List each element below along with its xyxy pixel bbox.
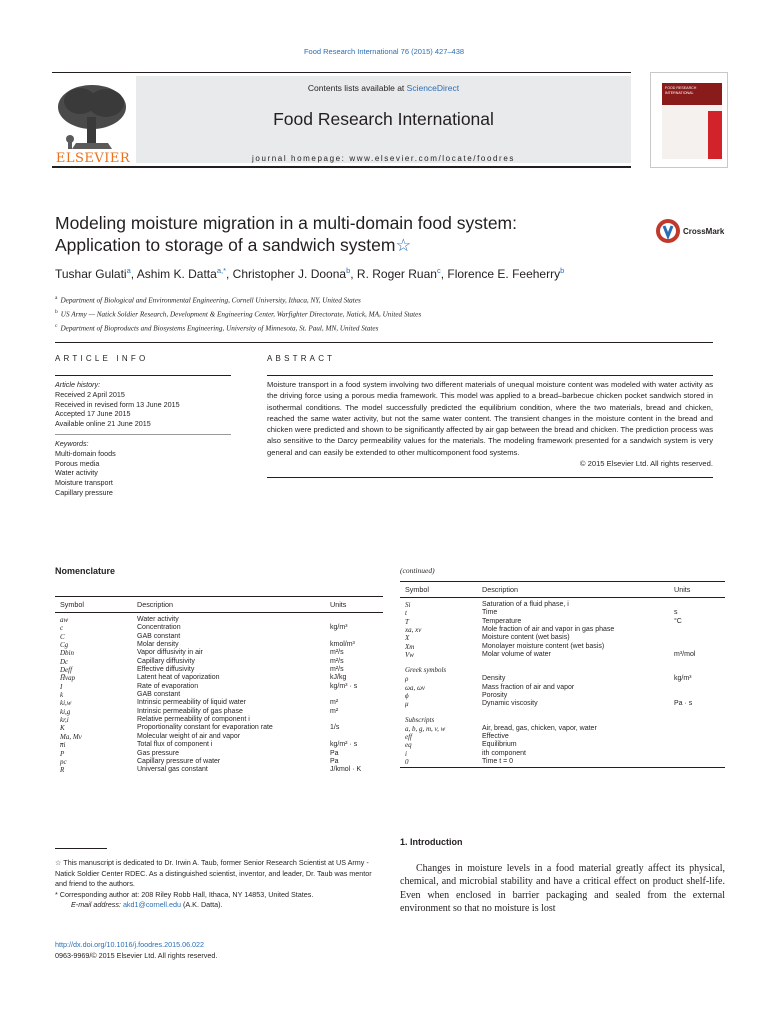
author-name[interactable]: R. Roger Ruan [356,267,437,281]
footnotes [55,858,383,911]
cell-symbol: ϕ [405,692,409,701]
cell-description: Air, bread, gas, chicken, vapor, water [482,724,597,732]
cell-symbol: 0 [405,758,409,767]
cell-symbol: Ma, Mv [60,732,82,741]
history-item: Received 2 April 2015 [55,389,125,399]
history-item: Accepted 17 June 2015 [55,409,131,419]
author-affiliation-mark[interactable]: a [126,266,131,275]
table-row [55,758,383,766]
introduction-text: Changes in moisture levels in a food material greatly affect its physical, chemical, and microbial stability and have a critical effect on product shelf-life. Even when enclosed in barrier packaging and sealed from the external environment so that no moisture is lost [400,863,725,915]
cell-symbol: P [60,749,65,758]
author-separator: , [226,267,233,281]
cell-description: Mass fraction of air and vapor [482,683,575,691]
table-row [55,613,383,625]
col-header-symbol: Symbol [400,582,477,598]
col-header-units: Units [325,597,383,613]
table-row [55,658,383,666]
table-row [400,733,725,741]
table-row [55,624,383,632]
nomenclature-continued-table [400,581,725,768]
greek-symbols-group-label: Greek symbols [405,666,447,675]
corresponding-author-footnote: * Corresponding author at: 208 Riley Robb Hall, Ithaca, NY 14853, United States. [55,889,314,899]
cell-units: °C [674,617,682,625]
cell-symbol: aw [60,616,69,624]
table-row [55,649,383,657]
table-row [400,675,725,683]
cell-description: Proportionality constant for evaporation rate [137,724,273,732]
cell-description: Intrinsic permeability of liquid water [137,699,246,707]
journal-title: Food Research International [273,109,494,129]
cell-description: Saturation of a fluid phase, i [482,601,569,608]
email-footnote [55,900,383,911]
col-header-units: Units [669,582,725,598]
cell-units: kJ/kg [330,674,347,682]
title-line-2: Application to storage of a sandwich system☆ [55,235,412,255]
cell-description: Molecular weight of air and vapor [137,732,241,740]
table-row [400,700,725,708]
cell-description: Intrinsic permeability of gas phase [137,707,243,715]
table-row [400,598,725,610]
affiliations [55,293,715,335]
table-row [400,634,725,642]
crossmark-label[interactable]: CrossMark [683,227,725,236]
cell-symbol: Si [405,601,411,609]
cell-description: Total flux of component i [137,741,213,749]
cell-units [325,733,383,741]
dedication-footnote: ☆ This manuscript is dedicated to Dr. Irwin A. Taub, former Senior Research Scientist at US Army - Natick Soldier Center RDEC. As a distinguished scientist, inventor, and leader, Dr. Taub was mentor and friend to the authors. [55,858,372,889]
cell-description: Temperature [482,617,522,625]
footnote-rule [55,848,107,849]
table-row [400,725,725,733]
subscripts-group-label: Subscripts [405,715,435,724]
table-row [400,692,725,700]
cell-symbol: X [405,634,410,643]
cell-description: Time [482,609,498,617]
cell-description: GAB constant [137,691,181,699]
cell-description: Concentration [137,624,181,632]
doi-link[interactable]: http://dx.doi.org/10.1016/j.foodres.2015.06.022 [55,940,205,949]
cell-units: m² [330,699,339,707]
cell-symbol: Cg [60,641,69,650]
table-row [400,643,725,651]
cell-units [669,634,725,642]
cell-units [669,626,725,634]
cell-units [669,750,725,758]
cell-units: m²/s [330,666,344,674]
greek-symbols-group [400,659,725,675]
cell-description: Water activity [137,616,179,623]
table-row [400,609,725,617]
cell-description: Dynamic viscosity [482,700,538,708]
cell-symbol: xa, xv [405,626,422,635]
title-footnote-star[interactable]: ☆ [395,235,412,255]
cell-symbol: ρ [405,675,409,684]
cell-description: Universal gas constant [137,766,208,774]
issn-line: 0963-9969/© 2015 Elsevier Ltd. All rights reserved. [55,950,218,960]
introduction-heading: 1. Introduction [400,837,463,847]
keyword: Porous media [55,458,100,468]
cell-units [325,691,383,699]
table-row [55,716,383,724]
cell-symbol: ki,g [60,707,71,716]
cell-units: m²/s [330,649,344,657]
cell-units [325,716,383,724]
cell-units: m²/s [330,657,344,665]
cell-description: Porosity [482,692,508,700]
cell-symbol: C [60,632,65,641]
table-row [400,618,725,626]
homepage-prefix: journal homepage: [252,154,350,163]
masthead-center [136,76,631,163]
keywords-section [55,434,231,498]
homepage-link[interactable]: www.elsevier.com/locate/foodres [349,154,515,163]
affiliation [55,321,715,335]
cell-symbol: n̅i [60,741,66,750]
masthead-bottom-rule [52,166,631,168]
cell-symbol: pc [60,757,67,766]
contents-prefix: Contents lists available at [307,83,407,93]
cell-units: kg/m³ [330,624,348,632]
table-row [55,699,383,707]
cell-units: kg/m³ [674,675,692,683]
table-row [400,651,725,659]
table-row [55,750,383,758]
author-name[interactable]: Ashim K. Datta [136,267,217,281]
cell-symbol: Vw [405,651,414,660]
affiliation-text: Department of Bioproducts and Biosystems Engineering, University of Minnesota, St. Paul, MN, United States [60,324,379,333]
cell-units [325,633,383,641]
nomenclature-table [55,596,383,775]
cell-symbol: i [405,749,407,758]
table-row [55,674,383,682]
table-row [55,691,383,699]
author-name[interactable]: Christopher J. Doona [232,267,347,281]
cell-description: Molar volume of water [482,651,551,659]
keyword: Water activity [55,468,98,478]
title-line-1: Modeling moisture migration in a multi-domain food system: [55,213,517,233]
affiliation-mark: b [55,308,58,315]
cell-description: Effective diffusivity [137,666,195,674]
cell-units: Pa · s [674,700,693,708]
cell-symbol: k [60,691,64,700]
journal-cover-thumbnail[interactable] [650,72,728,168]
cell-units [669,643,725,651]
author-list [55,266,715,281]
cell-units: kg/m³ · s [330,682,358,690]
journal-masthead [52,72,631,168]
cell-description: Gas pressure [137,749,180,757]
cell-units: 1/s [330,724,340,732]
cell-description: Capillary pressure of water [137,757,221,765]
cell-units [669,733,725,741]
elsevier-wordmark: ELSEVIER [55,151,131,166]
table-row [55,666,383,674]
cell-description: Effective [482,733,509,741]
masthead-top-rule [52,72,631,73]
cell-description: ith component [482,749,526,757]
journal-homepage [136,154,631,163]
author-separator: , [130,267,137,281]
table-row [55,766,383,774]
cell-units: Pa [330,757,339,765]
table-row [55,641,383,649]
article-info-heading: ARTICLE INFO [55,354,149,363]
affiliation-mark: c [55,322,58,329]
affiliation-text: Department of Biological and Environmental Engineering, Cornell University, Ithaca, NY, United States [60,296,361,305]
col-header-description: Description [132,597,325,613]
cell-symbol: ki,w [60,699,72,708]
cell-symbol: H̅vap [60,674,76,683]
abstract-text: Moisture transport in a food system involving two different materials of unequal moisture content was modeled with water activity as the driving force using a porous media framework. This model was applied to a bread–barbecue chicken pocket sandwich stored in isothermal conditions. The model successfully predicted the equilibrium condition, where the two materials, bread and chicken, reached the same water activity, but not the same water content. The transient changes in the moisture content in the bread and chicken were predicted and shown to be significantly affected by air gap between the bread and chicken. The prediction process was also sensitive to the Darcy permeability values for the materials. The modeling framework presented for a sandwich system is very general and can easily be extended to other multicomponent food systems. [267,380,713,457]
cell-units: m³/mol [674,651,696,659]
email-label: E-mail address: [71,900,123,910]
table-row [400,750,725,758]
keyword: Capillary pressure [55,487,113,497]
cell-description: GAB constant [137,632,181,640]
author-affiliation-mark[interactable]: c [436,266,441,275]
cell-description: Vapor diffusivity in air [137,649,203,657]
table-row [55,724,383,732]
keyword: Multi-domain foods [55,448,116,458]
cell-description: Latent heat of vaporization [137,674,220,682]
continued-label: (continued) [400,566,435,575]
cell-symbol: c [60,624,64,633]
table-row [400,684,725,692]
cell-description: Density [482,675,506,683]
col-header-symbol: Symbol [55,597,132,613]
cell-units: m² [330,707,339,715]
sciencedirect-link[interactable]: ScienceDirect [406,83,460,93]
author-separator: , [350,267,357,281]
affiliation [55,307,715,321]
cell-description: Mole fraction of air and vapor in gas phase [482,626,615,634]
abstract-heading: ABSTRACT [267,354,336,363]
cell-symbol: ωa, ωv [405,683,425,692]
cell-symbol: K [60,724,65,733]
author-name[interactable]: Florence E. Feeherry [447,267,561,281]
abstract-box [267,375,713,478]
affiliation-text: US Army — Natick Soldier Research, Development & Engineering Center, Warfighter Directorate, Natick, MA, United States [60,310,422,319]
cell-units: J/kmol · K [330,766,362,774]
cell-symbol: T [405,617,409,626]
cell-symbol: I [60,682,63,691]
cell-description: Capillary diffusivity [137,657,195,665]
cell-units: kg/m² · s [330,741,358,749]
email-link[interactable]: akd1@cornell.edu [122,900,181,910]
cell-symbol: μ [405,700,409,709]
cell-symbol: eff [405,733,412,742]
subscripts-group [400,709,725,725]
cell-units [669,758,725,767]
author-separator: , [440,267,448,281]
cell-units [669,684,725,692]
cell-description: Relative permeability of component i [137,716,250,724]
header-divider [55,342,713,343]
cell-description: Equilibrium [482,741,517,749]
article-info-box [55,375,231,498]
author-affiliation-mark[interactable]: a,* [216,266,226,275]
table-row [400,626,725,634]
cell-units: kmol/m³ [330,641,355,649]
history-item: Received in revised form 13 June 2015 [55,399,180,409]
cell-symbol: kr,i [60,716,69,725]
article-title [55,212,615,256]
col-header-description: Description [477,582,669,598]
affiliation-mark: a [55,295,58,301]
history-item: Available online 21 June 2015 [55,419,151,429]
contents-line [136,83,631,93]
cell-description: Moisture content (wet basis) [482,634,570,642]
cell-units [669,741,725,749]
table-row [55,733,383,741]
cover-title: FOOD RESEARCH INTERNATIONAL [665,86,697,95]
table-row [400,758,725,767]
email-suffix: (A.K. Datta). [180,900,223,910]
cell-units [669,692,725,700]
cell-units [669,725,725,733]
table-row [55,683,383,691]
cover-red-bar [708,111,722,159]
author-affiliation-mark[interactable]: b [346,266,351,275]
table-row [400,741,725,749]
cell-units: Pa [330,749,339,757]
history-label: Article history: [55,380,101,389]
cell-symbol: Dbin [60,649,74,658]
affiliation [55,293,715,307]
nomenclature-title: Nomenclature [55,566,116,576]
cell-description: Molar density [137,641,179,649]
article-history [55,376,231,498]
cell-description: Rate of evaporation [137,682,199,690]
cell-description: Time t = 0 [482,758,514,766]
keyword: Moisture transport [55,478,113,488]
author-affiliation-mark[interactable]: b [560,266,565,275]
table-row [55,633,383,641]
cell-description: Monolayer moisture content (wet basis) [482,642,605,650]
cell-symbol: t [405,609,407,618]
journal-reference[interactable]: Food Research International 76 (2015) 427–438 [303,47,465,56]
cell-symbol: eq [405,741,412,750]
cell-symbol: R [60,766,65,775]
cell-units: s [674,609,678,617]
table-row [55,708,383,716]
cell-units [325,613,383,625]
cell-symbol: Dc [60,657,69,666]
author-name[interactable]: Tushar Gulati [55,267,127,281]
table-row [55,741,383,749]
keywords-label: Keywords: [55,438,89,448]
abstract-copyright: © 2015 Elsevier Ltd. All rights reserved. [579,459,713,469]
cell-symbol: Deff [60,666,73,675]
cell-symbol: a, b, g, m, v, w [405,724,446,733]
cell-symbol: Xm [405,642,415,651]
cell-units [669,598,725,610]
doi-block [55,940,217,961]
